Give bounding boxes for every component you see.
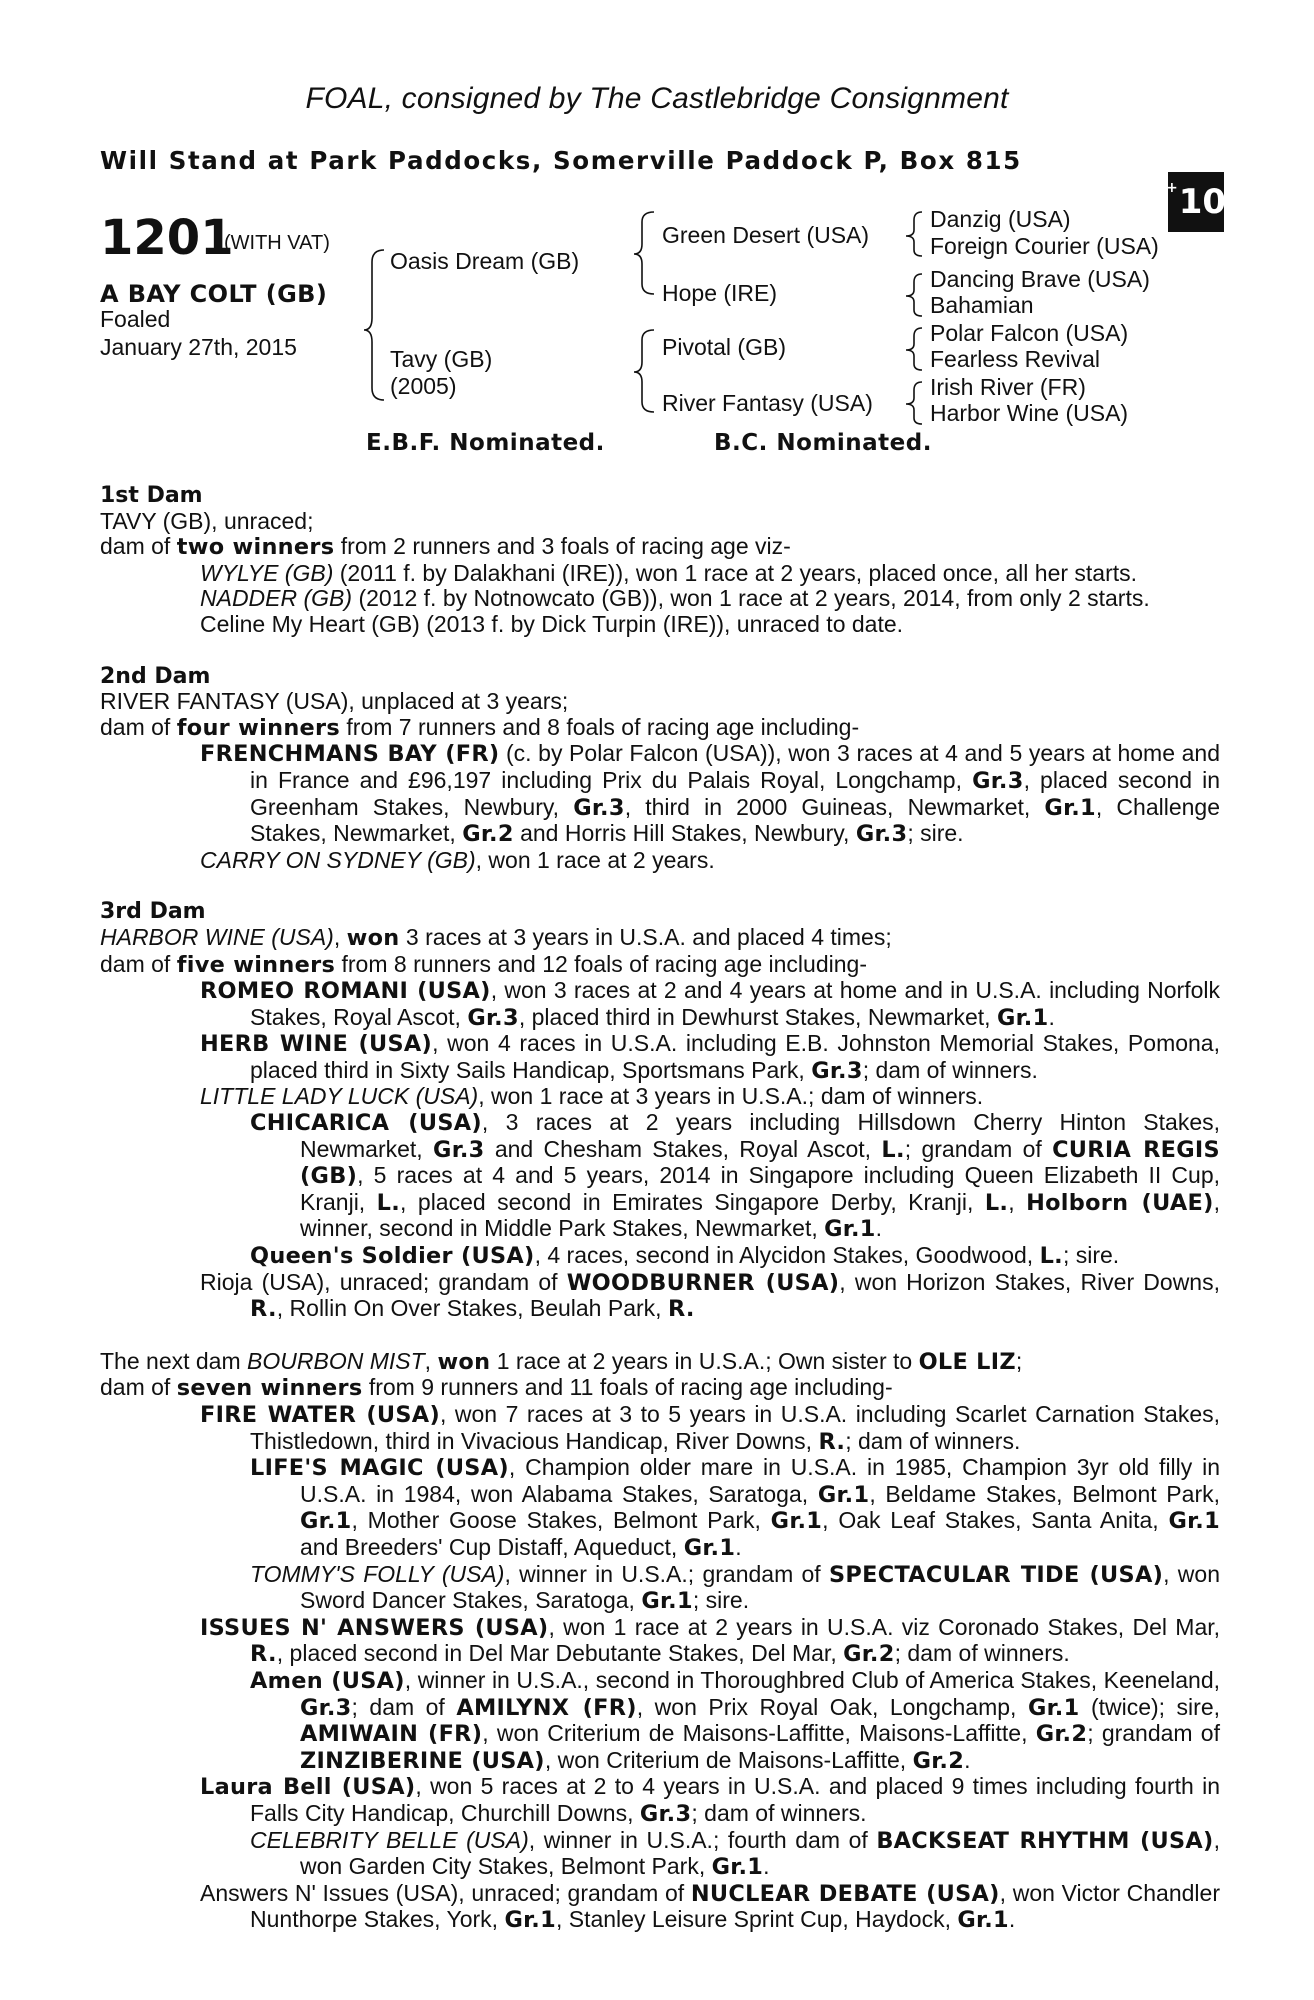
third-dam-line2: dam of five winners from 8 runners and 12 foals of racing age including- bbox=[100, 950, 867, 978]
second-dam-line2: dam of four winners from 7 runners and 8 foals of racing age including- bbox=[100, 713, 860, 741]
pedigree-sire: Oasis Dream (GB) bbox=[390, 248, 580, 274]
first-dam-section bbox=[100, 483, 1220, 638]
pedigree-g7: Irish River (FR) bbox=[930, 374, 1086, 400]
produce-chicarica: CHICARICA (USA), 3 races at 2 years including Hillsdown Cherry Hinton Stakes, Newmarket, Gr.3 and Chesham Stakes, Royal Ascot, L.; grandam of CURIA REGIS (GB), 5 races at 4 and 5 years, 2014 in Singapore including Queen Elizabeth II Cup, Kranji, L., placed second in Emirates Singapore Derby, Kranji, L., Holborn (UAE), winner, second in Middle Park Stakes, Newmarket, Gr.1. bbox=[250, 1109, 1221, 1243]
first-dam-heading: 1st Dam bbox=[100, 483, 203, 508]
produce-carry-on-sydney: CARRY ON SYDNEY (GB), won 1 race at 2 years. bbox=[200, 846, 715, 873]
produce-wylye: WYLYE (GB) (2011 f. by Dalakhani (IRE)), won 1 race at 2 years, placed once, all her starts. bbox=[200, 559, 1138, 586]
pedigree-dam: Tavy (GB) bbox=[390, 346, 493, 372]
produce-celebrity-belle: CELEBRITY BELLE (USA), winner in U.S.A.; fourth dam of BACKSEAT RHYTHM (USA), won Garden City Stakes, Belmont Park, Gr.1. bbox=[250, 1826, 1220, 1881]
produce-rioja: Rioja (USA), unraced; grandam of WOODBURNER (USA), won Horizon Stakes, River Downs, R., Rollin On Over Stakes, Beulah Park, R. bbox=[200, 1268, 1220, 1323]
vat-label: (WITH VAT) bbox=[224, 232, 330, 254]
produce-queens-soldier: Queen's Soldier (USA), 4 races, second in Alycidon Stakes, Goodwood, L.; sire. bbox=[250, 1242, 1120, 1270]
pedigree-notes bbox=[100, 483, 1220, 1934]
pedigree-brackets bbox=[0, 0, 1314, 460]
produce-romeo-romani: ROMEO ROMANI (USA), won 3 races at 2 and 4 years at home and in U.S.A. including Norfolk Stakes, Royal Ascot, Gr.3, placed third in Dewhurst Stakes, Newmarket, Gr.1. bbox=[200, 977, 1220, 1031]
produce-answers-n-issues: Answers N' Issues (USA), unraced; grandam of NUCLEAR DEBATE (USA), won Victor Chandler Nunthorpe Stakes, York, Gr.1, Stanley Leisure Sprint Cup, Haydock, Gr.1. bbox=[200, 1879, 1220, 1934]
pedigree-dam-year: (2005) bbox=[390, 373, 457, 399]
pedigree-sire-dam: Hope (IRE) bbox=[662, 280, 778, 306]
badge-number: 10 bbox=[1178, 182, 1227, 222]
bracket-g2 bbox=[906, 274, 922, 316]
third-dam-heading: 3rd Dam bbox=[100, 899, 206, 925]
next-dam-line2: dam of seven winners from 9 runners and 11 foals of racing age including- bbox=[100, 1374, 893, 1402]
pedigree-sire-sire: Green Desert (USA) bbox=[662, 222, 870, 248]
badge-plus: + bbox=[1165, 180, 1178, 196]
bracket-g1 bbox=[906, 212, 922, 256]
foaled-date: January 27th, 2015 bbox=[100, 334, 297, 360]
produce-fire-water: FIRE WATER (USA), won 7 races at 3 to 5 years in U.S.A. including Scarlet Carnation Stakes, Thistledown, third in Vivacious Handicap, River Downs, R.; dam of winners. bbox=[200, 1401, 1221, 1455]
second-dam-line1: RIVER FANTASY (USA), unplaced at 3 years; bbox=[100, 688, 569, 715]
pedigree-g5: Polar Falcon (USA) bbox=[930, 320, 1129, 346]
ebf-nominated: E.B.F. Nominated. bbox=[366, 430, 605, 456]
first-dam-line2: dam of two winners from 2 runners and 3 foals of racing age viz- bbox=[100, 533, 791, 561]
produce-nadder: NADDER (GB) (2012 f. by Notnowcato (GB)), won 1 race at 2 years, 2014, from only 2 starts. bbox=[200, 585, 1150, 612]
pedigree-dam-dam: River Fantasy (USA) bbox=[662, 390, 873, 416]
produce-herb-wine: HERB WINE (USA), won 4 races in U.S.A. including E.B. Johnston Memorial Stakes, Pomona, placed third in Sixty Sails Handicap, Sportsmans Park, Gr.3; dam of winners. bbox=[200, 1030, 1220, 1084]
produce-issues-n-answers: ISSUES N' ANSWERS (USA), won 1 race at 2 years in U.S.A. viz Coronado Stakes, Del Mar, R., placed second in Del Mar Debutante Stakes, Del Mar, Gr.2; dam of winners. bbox=[200, 1613, 1221, 1668]
produce-lifes-magic: LIFE'S MAGIC (USA), Champion older mare in U.S.A. in 1985, Champion 3yr old filly in U.S.A. in 1984, won Alabama Stakes, Saratoga, Gr.1, Beldame Stakes, Belmont Park, Gr.1, Mother Goose Stakes, Belmont Park, Gr.1, Oak Leaf Stakes, Santa Anita, Gr.1 and Breeders' Cup Distaff, Aqueduct, Gr.1. bbox=[250, 1454, 1221, 1561]
stand-location-line: Will Stand at Park Paddocks, Somerville Paddock P, Box 815 bbox=[100, 146, 1022, 175]
next-dam-section bbox=[100, 1349, 1220, 1934]
lot-number: 1201 bbox=[100, 210, 234, 266]
third-dam-line1: HARBOR WINE (USA), won 3 races at 3 years in U.S.A. and placed 4 times; bbox=[100, 923, 892, 951]
horse-name: A BAY COLT (GB) bbox=[100, 280, 328, 308]
produce-little-lady-luck: LITTLE LADY LUCK (USA), won 1 race at 3 years in U.S.A.; dam of winners. bbox=[200, 1083, 984, 1110]
pedigree-g8: Harbor Wine (USA) bbox=[930, 400, 1129, 426]
bracket-gen1 bbox=[364, 250, 384, 400]
second-dam-section bbox=[100, 664, 1220, 874]
pedigree-g2: Foreign Courier (USA) bbox=[930, 233, 1159, 259]
bracket-sire bbox=[634, 212, 654, 294]
produce-amen: Amen (USA), winner in U.S.A., second in Thoroughbred Club of America Stakes, Keeneland, Gr.3; dam of AMILYNX (FR), won Prix Royal Oak, Longchamp, Gr.1 (twice); sire, AMIWAIN (FR), won Criterium de Maisons-Laffitte, Maisons-Laffitte, Gr.2; grandam of ZINZIBERINE (USA), won Criterium de Maisons-Laffitte, Gr.2. bbox=[250, 1666, 1221, 1774]
produce-tommys-folly: TOMMY'S FOLLY (USA), winner in U.S.A.; grandam of SPECTACULAR TIDE (USA), won Sword Dancer Stakes, Saratoga, Gr.1; sire. bbox=[250, 1560, 1220, 1615]
pedigree-g1: Danzig (USA) bbox=[930, 206, 1071, 232]
pedigree-g4: Bahamian bbox=[930, 292, 1034, 318]
produce-frenchmans-bay: FRENCHMANS BAY (FR) (c. by Polar Falcon (USA)), won 3 races at 4 and 5 years at home and in France and £96,197 including Prix du Palais Royal, Longchamp, Gr.3, placed second in Greenham Stakes, Newbury, Gr.3, third in 2000 Guineas, Newmarket, Gr.1, Challenge Stakes, Newmarket, Gr.2 and Horris Hill Stakes, Newbury, Gr.3; sire. bbox=[200, 740, 1221, 848]
second-dam-heading: 2nd Dam bbox=[100, 663, 211, 689]
pedigree-g6: Fearless Revival bbox=[930, 346, 1100, 372]
bracket-dam bbox=[634, 330, 654, 412]
pedigree-dam-sire: Pivotal (GB) bbox=[662, 334, 786, 360]
consignor-line: FOAL, consigned by The Castlebridge Consignment bbox=[305, 82, 1009, 115]
produce-laura-bell: Laura Bell (USA), won 5 races at 2 to 4 years in U.S.A. and placed 9 times including fourth in Falls City Handicap, Churchill Downs, Gr.3; dam of winners. bbox=[200, 1773, 1220, 1827]
produce-celine: Celine My Heart (GB) (2013 f. by Dick Turpin (IRE)), unraced to date. bbox=[200, 610, 904, 637]
bc-nominated: B.C. Nominated. bbox=[714, 430, 932, 456]
foaled-label: Foaled bbox=[100, 306, 171, 332]
bracket-g3 bbox=[906, 328, 922, 370]
pedigree-g3: Dancing Brave (USA) bbox=[930, 266, 1150, 292]
first-dam-line1: TAVY (GB), unraced; bbox=[100, 507, 314, 534]
next-dam-line1: The next dam BOURBON MIST, won 1 race at 2 years in U.S.A.; Own sister to OLE LIZ; bbox=[100, 1347, 1023, 1375]
third-dam-section bbox=[100, 899, 1220, 1323]
bracket-g4 bbox=[906, 382, 922, 424]
